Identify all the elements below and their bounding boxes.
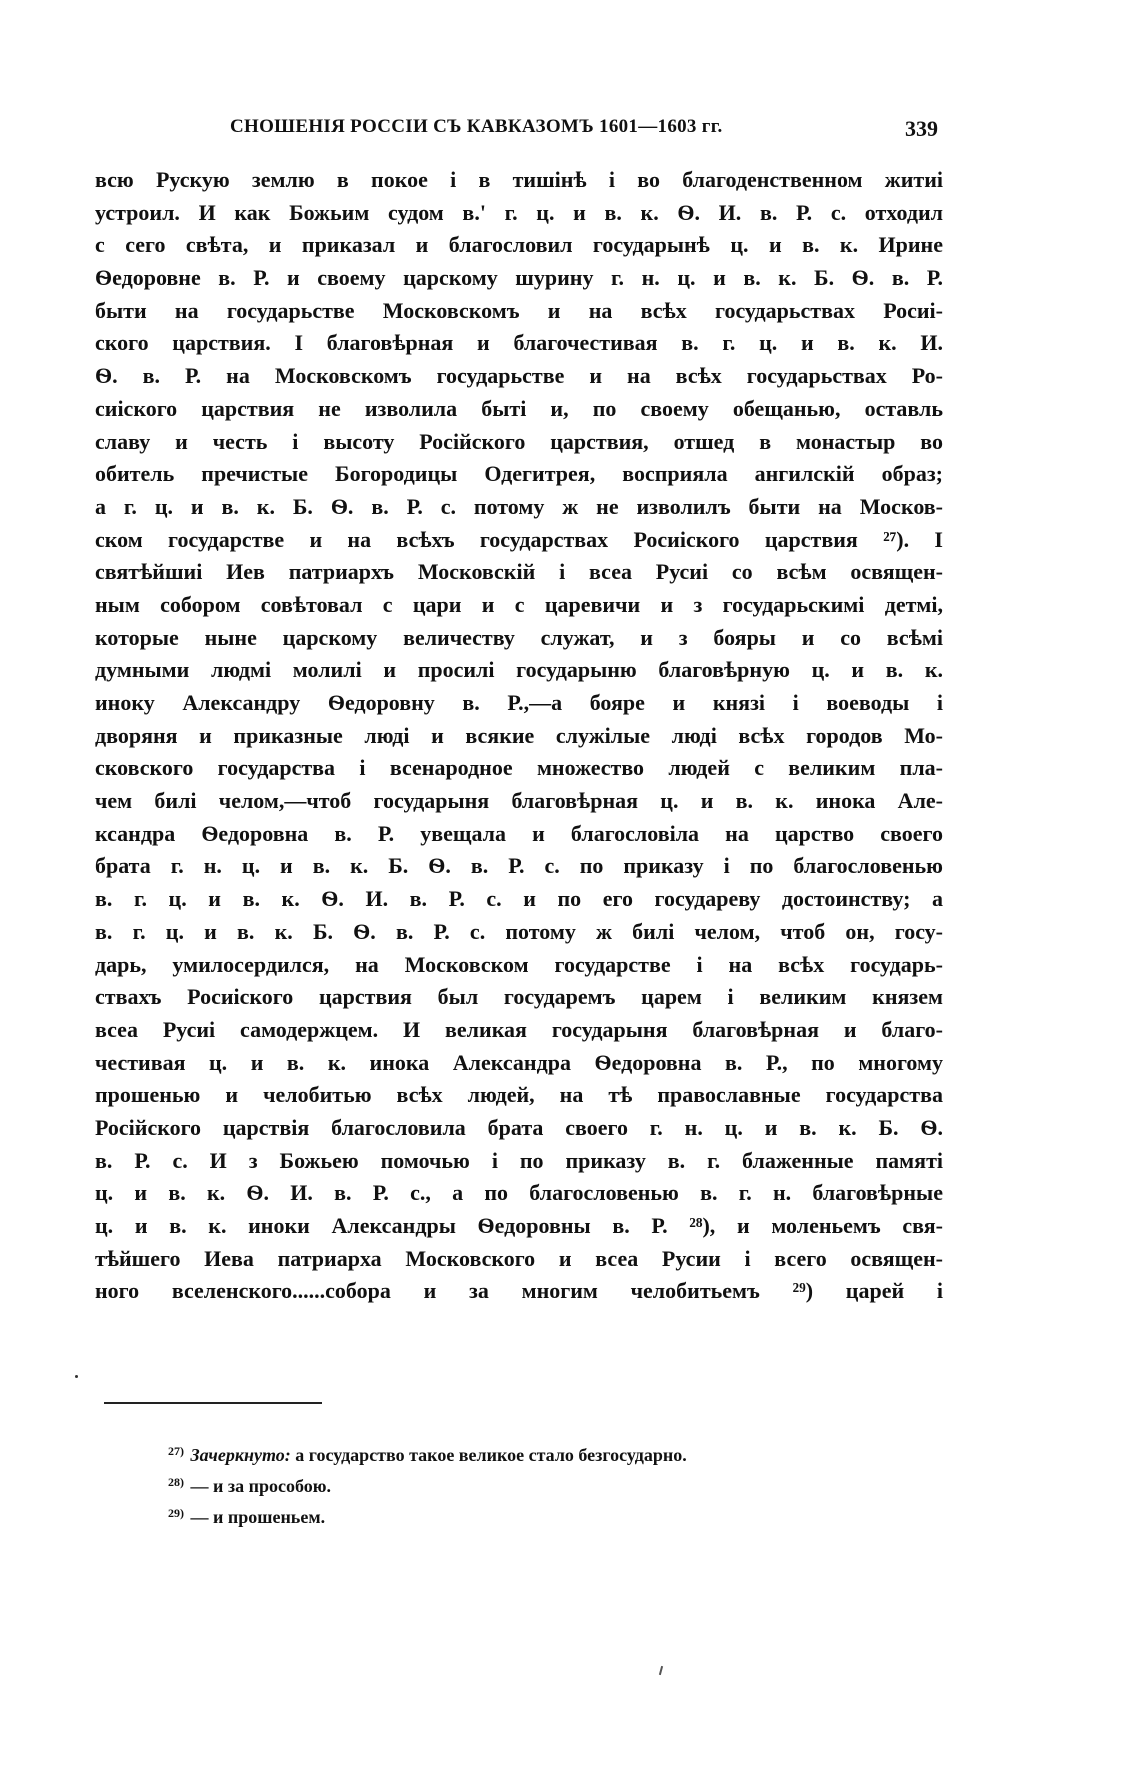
running-title: СНОШЕНІЯ РОССІИ СЪ КАВКАЗОМЪ 1601—1603 гг. bbox=[230, 116, 723, 137]
text-line: всю Рускую землю в покое і в тишінѣ і во благоденственном житиі bbox=[95, 167, 943, 192]
print-speck bbox=[75, 1375, 78, 1378]
text-line: ского царствия. І благовѣрная и благочестивая в. г. ц. и в. к. И. bbox=[95, 330, 943, 356]
footnote-text: а государство такое великое стало безгосударно. bbox=[295, 1445, 687, 1465]
text-line: в. г. ц. и в. к. Ѳ. И. в. Р. с. и по его государеву достоинству; а bbox=[95, 886, 943, 912]
text-line: Ѳ. в. Р. на Московскомъ государьстве и на всѣх государьствах Ро- bbox=[95, 363, 943, 389]
footnote-mark: 27) bbox=[168, 1444, 184, 1458]
running-header bbox=[212, 116, 938, 146]
text-line: сковского государства і всенародное множество людей с великим пла- bbox=[95, 755, 943, 781]
footnote-text: — и за прособою. bbox=[190, 1476, 331, 1496]
text-line: в. Р. с. И з Божьею помочью і по приказу в. г. блаженные памяті bbox=[95, 1147, 943, 1173]
text-line: ском государстве и на всѣхъ государствах Росиіского царствия ²⁷). І bbox=[95, 526, 943, 552]
text-line: а г. ц. и в. к. Б. Ѳ. в. Р. с. потому ж не изволилъ быти на Москов- bbox=[95, 493, 943, 519]
text-line: ствахъ Росиіского царствия был государемъ царем і великим князем bbox=[95, 984, 943, 1010]
main-text bbox=[95, 164, 943, 1308]
footnote-text: — и прошеньем. bbox=[190, 1507, 326, 1527]
text-line: Російского царствія благословила брата своего г. н. ц. и в. к. Б. Ѳ. bbox=[95, 1114, 943, 1140]
text-line: устроил. И как Божьим судом в.' г. ц. и в. к. Ѳ. И. в. Р. с. отходил bbox=[95, 199, 943, 225]
text-line: думными людмі молилі и просилі государыню благовѣрную ц. и в. к. bbox=[95, 657, 943, 683]
footnote bbox=[168, 1436, 928, 1467]
text-line: быти на государьстве Московскомъ и на всѣх государьствах Росиі- bbox=[95, 297, 943, 323]
text-line: прошенью и челобитью всѣх людей, на тѣ православные государства bbox=[95, 1082, 943, 1108]
text-line: славу и честь і высоту Російского царствия, отшед в монастыр во bbox=[95, 428, 943, 454]
text-line: ным собором совѣтовал с цари и с царевичи и з государьскимі детмі, bbox=[95, 591, 943, 617]
text-line: ц. и в. к. Ѳ. И. в. Р. с., а по благословенью в. г. н. благовѣрные bbox=[95, 1180, 943, 1206]
text-line: чем билі челом,—чтоб государыня благовѣрная ц. и в. к. инока Але- bbox=[95, 788, 943, 814]
text-line: в. г. ц. и в. к. Б. Ѳ. в. Р. с. потому ж билі челом, чтоб он, госу- bbox=[95, 918, 943, 944]
footnote bbox=[168, 1498, 928, 1529]
text-line: иноку Александру Ѳедоровну в. Р.,—а бояре и князі і воеводы і bbox=[95, 690, 943, 715]
text-line: брата г. н. ц. и в. к. Б. Ѳ. в. Р. с. по приказу і по благословенью bbox=[95, 853, 943, 879]
print-mark bbox=[659, 1666, 663, 1675]
text-line: дворяня и приказные люді и всякие служілые люді всѣх городов Мо- bbox=[95, 722, 943, 748]
text-line: которые ныне царскому величеству служат, и з бояры и со всѣмі bbox=[95, 624, 943, 650]
page-number: 339 bbox=[905, 116, 938, 141]
footnote-divider bbox=[104, 1402, 322, 1404]
text-line: сиіского царствия не изволила быті и, по своему обещанью, оставль bbox=[95, 395, 943, 421]
text-line: обитель пречистые Богородицы Одегитрея, восприяла ангилскій образ; bbox=[95, 461, 943, 487]
text-line: ц. и в. к. иноки Александры Ѳедоровны в. Р. ²⁸), и моленьемъ свя- bbox=[95, 1213, 943, 1238]
text-line: всеа Русиі самодержцем. И великая государыня благовѣрная и благо- bbox=[95, 1016, 943, 1042]
text-line: тѣйшего Иева патриарха Московского и всеа Русии і всего освящен- bbox=[95, 1245, 943, 1271]
footnote-label: Зачеркнуто: bbox=[190, 1445, 291, 1465]
text-line: честивая ц. и в. к. инока Александра Ѳедоровна в. Р., по многому bbox=[95, 1049, 943, 1075]
footnote bbox=[168, 1467, 928, 1498]
text-line: Ѳедоровне в. Р. и своему царскому шурину г. н. ц. и в. к. Б. Ѳ. в. Р. bbox=[95, 265, 943, 291]
text-line: дарь, умилосердился, на Московском государстве і на всѣх государь- bbox=[95, 951, 943, 977]
footnotes bbox=[168, 1436, 928, 1529]
footnote-mark: 28) bbox=[168, 1475, 184, 1489]
text-line: ксандра Ѳедоровна в. Р. увещала и благословіла на царство своего bbox=[95, 820, 943, 846]
text-line: ного вселенского......собора и за многим челобитьемъ ²⁹) царей і bbox=[95, 1278, 943, 1304]
text-line: святѣйшиі Иев патриархъ Московскій і всеа Русиі со всѣм освящен- bbox=[95, 559, 943, 585]
footnote-mark: 29) bbox=[168, 1506, 184, 1520]
text-line: с сего свѣта, и приказал и благословил государынѣ ц. и в. к. Ирине bbox=[95, 232, 943, 258]
